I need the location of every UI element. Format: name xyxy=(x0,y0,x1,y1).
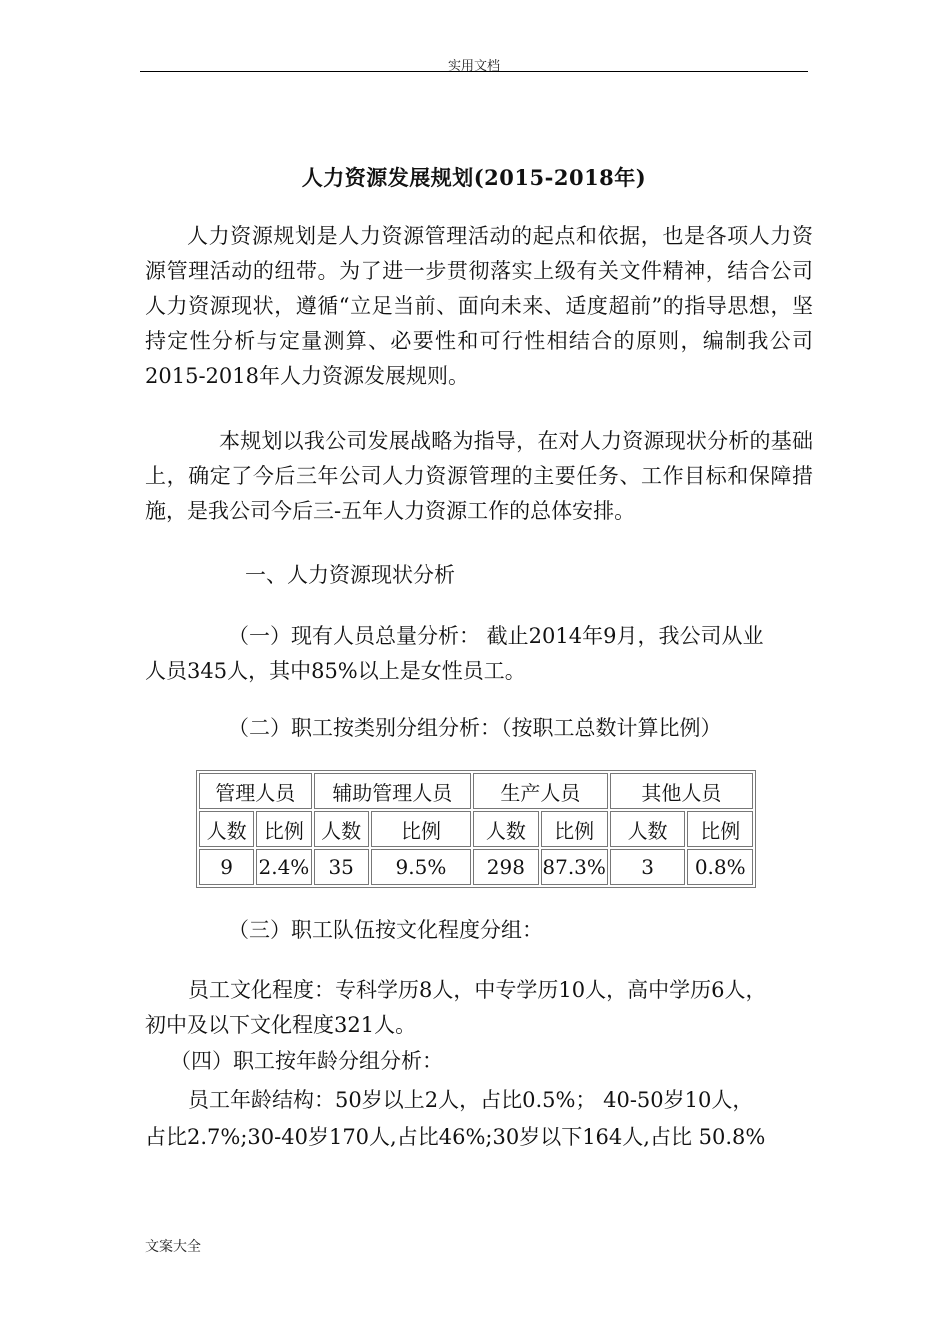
table-row-values xyxy=(199,849,753,885)
page-header: 实用文档 xyxy=(447,59,500,74)
table-cell: 298 xyxy=(473,849,539,885)
document-title: 人力资源发展规划(2015-2018年) xyxy=(301,165,647,190)
table-subheader: 人数 xyxy=(610,811,686,847)
sub1-line-2: 人员345人，其中85%以上是女性员工。 xyxy=(145,659,526,683)
section-heading-status-analysis: 一、人力资源现状分析 xyxy=(245,563,455,587)
age-line-1: 员工年龄结构：50岁以上2人，占比0.5%； 40-50岁10人， xyxy=(188,1088,754,1112)
header-rule xyxy=(140,71,808,72)
table-row-groups xyxy=(199,773,753,809)
table-cell: 87.3% xyxy=(541,849,608,885)
table-cell: 0.8% xyxy=(687,849,753,885)
table-cell: 9 xyxy=(199,849,254,885)
table-group-header: 管理人员 xyxy=(199,773,312,809)
table-cell: 35 xyxy=(314,849,369,885)
table-row-subheaders xyxy=(199,811,753,847)
table-group-header: 其他人员 xyxy=(610,773,753,809)
table-subheader: 人数 xyxy=(314,811,369,847)
table-subheader: 人数 xyxy=(473,811,539,847)
page-footer: 文案大全 xyxy=(145,1239,201,1255)
table-cell: 9.5% xyxy=(371,849,471,885)
intro-paragraph-1: 人力资源规划是人力资源管理活动的起点和依据，也是各项人力资源管理活动的纽带。为了进一步贯彻落实上级有关文件精神，结合公司人力资源现状，遵循“立足当前、面向未来、适度超前”的指导思想，坚持定性分析与定量测算、必要性和可行性相结合的原则，编制我公司2015-2018年人力资源发展规则。 xyxy=(145,224,813,388)
sub3-heading: （三）职工队伍按文化程度分组： xyxy=(228,918,543,942)
education-line-2: 初中及以下文化程度321人。 xyxy=(145,1013,417,1037)
table-subheader: 比例 xyxy=(687,811,753,847)
intro-paragraph-2: 本规划以我公司发展战略为指导，在对人力资源现状分析的基础上，确定了今后三年公司人力资源管理的主要任务、工作目标和保障措施，是我公司今后三-五年人力资源工作的总体安排。 xyxy=(145,429,813,523)
sub2-heading: （二）职工按类别分组分析：（按职工总数计算比例） xyxy=(228,716,722,740)
table-subheader: 人数 xyxy=(199,811,254,847)
table-subheader: 比例 xyxy=(541,811,608,847)
table-subheader: 比例 xyxy=(371,811,471,847)
staff-category-table xyxy=(196,770,756,888)
table-group-header: 辅助管理人员 xyxy=(314,773,472,809)
sub1-line-1: （一）现有人员总量分析： 截止2014年9月，我公司从业 xyxy=(228,624,764,648)
table-group-header: 生产人员 xyxy=(473,773,608,809)
table-cell: 2.4% xyxy=(256,849,311,885)
table-subheader: 比例 xyxy=(256,811,311,847)
education-line-1: 员工文化程度：专科学历8人，中专学历10人，高中学历6人， xyxy=(188,978,767,1002)
sub4-heading: （四）职工按年龄分组分析： xyxy=(170,1049,443,1073)
age-line-2: 占比2.7%;30-40岁170人,占比46%;30岁以下164人,占比 50.8% xyxy=(145,1125,766,1149)
table-cell: 3 xyxy=(610,849,686,885)
